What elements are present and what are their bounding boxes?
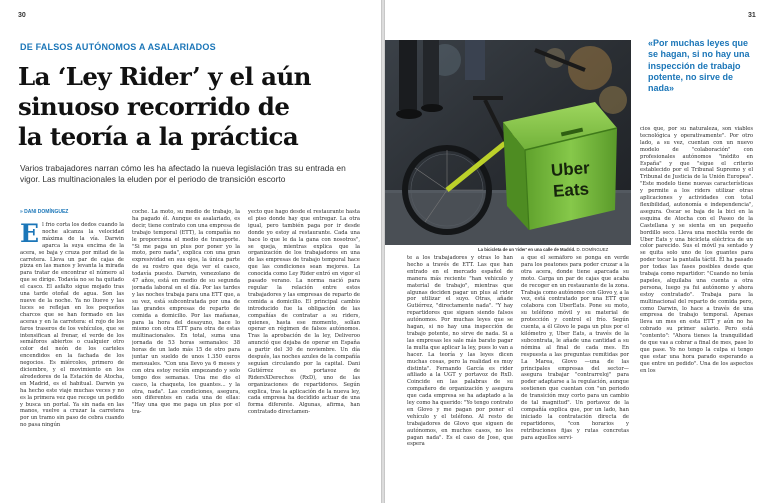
body-column-3: [248, 209, 360, 500]
body-text: cios que, por su naturaleza, son viables tecnológica y operativamente". Por otro lado, a su vez, cuentan con un nuevo modelo de "colaboración" con profesionales autónomos "inédito en España" y que "sigue el criterio establecido por el Tribunal Supremo y el Tribunal de Justicia de la Unión Europea". "Este modelo tiene nuevas características y permite a los riders utilizar otras aplicaciones y actividades con total flexibilidad, autonomía e independencia", asegura. Óscar se baja de la bici en la esquina de Atocha con el Paseo de la Castellana y se sienta en un pequeño bordillo seco. Lleva una mochila verde de Uber Eats y una bicicleta eléctrica de un color parecido. Sus el móvil ya sentado y se quita solo uno de los guantes para poder tocar la pantalla táctil. Él ha pasado por todas las fases posibles desde que trabaja como repartidor: "Cuando no tenía papeles, alquilaba una cuenta a otra persona, luego ya fui autónomo y ahora estoy contratado". Trabaja para la multinacional del reparto de comida pero, como Darwin, lo hace a través de una empresa de trabajo temporal. Apenas lleva un mes en esta ETT y aún no ha cobrado su primer salario. Pero está "contento": "Ahora tienes la tranquilidad de que vas a cobrar a final de mes, pase lo que pase. Yo no tengo la culpa si tengo que estar una hora parado esperando a que entre un pedido". Una de los aspectos en los: [640, 126, 753, 374]
page-number-left: 30: [18, 12, 26, 19]
photo-illustration: [385, 40, 631, 245]
bag-brand-line-1: Uber: [550, 158, 591, 180]
section-tag: DE FALSOS AUTÓNOMOS A ASALARIADOS: [20, 42, 216, 52]
body-text: yecto que hago desde el restaurante hasta el piso donde hay que entregar. La otra igual, pero también paga por ir desde donde yo estoy al restaurante. Cada una hace lo que le da la gana con nosotros", se queja, mientras explica que la organización de los trabajadores en una de las empresas de trabajo temporal hace que las condiciones sean mejores. La conocida como Ley Rider entró en vigor el pasado verano. La norma nació para regular la relación entre estos trabajadores y las empresas de reparto de comida a domicilio. El principal cambio introducido fue la obligación de las compañías de contratar a su riders, quienes, hasta ese momento, solían operar en régimen de falsos autónomos. Tras la aprobación de la ley, Deliveroo anunció que dejaba de operar en España a partir del 30 de noviembre. Un día después, las noches azules de la compañía seguían circulando por la capital. Dani Gutiérrez es portavoz de RidersXDerechos (RxD), uno de las organizaciones de repartidores. Según explica, tras la aplicación de la nueva ley, cada empresa ha decidido actuar de una forma diferente. Algunas, afirma, han contratado directamen-: [248, 209, 360, 416]
article-photo: [385, 40, 631, 245]
pull-quote: «Por muchas leyes que se hagan, si no hay una inspección de trabajo potente, no sirve de nada»: [648, 38, 750, 94]
photo-caption: [478, 247, 608, 252]
bag-brand-line-2: Eats: [552, 179, 590, 201]
body-text: l frío corta los dedos cuando la noche alcanza la velocidad máxima de la vía. Darwin aparca la suya encima de la acera, se baja y cruza por mitad de la carretera. Lleva un par de cajas de pizza en las manos y levanta la mirada para tratar de encontrar el número al que se dirige. Todavía no se ha quitado el casco. El asfalto sigue mojado tras una tarde otoñal de agua. Son las nueve de la noche. Ya no llueve y las luces se reflejan en los pequeños charcos que se han formado en las aceras y en la carretera: el rojo de los faros traseros de los vehículos, que se intensifican al frenar, el verde de los semáforos abiertos o cualquier otro color del neón de los carteles encendidos en la fachada de los negocios. Es miércoles, primero de diciembre, y el movimiento en los alrededores de la Estación de Atocha, en Madrid, es el habitual. Darwin ya ha hecho este viaje muchas veces y no es la primera vez que recoge un pedido y busca un portal. Ya sin nada en las manos, vuelve a cruzar la carretera por un tramo sin paso de cebra cuando no pasa ningún: [20, 222, 124, 429]
drop-cap: E: [20, 222, 40, 248]
headline-line: la teoría a la práctica: [18, 122, 299, 151]
body-column-5: [521, 255, 629, 502]
right-page: [385, 0, 766, 503]
caption-text: La bicicleta de un 'rider' en una calle de Madrid.: [478, 247, 576, 252]
body-column-2: [132, 209, 240, 500]
headline-line: sinuoso recorrido de: [18, 92, 290, 121]
photo-credit: D. DOMÍNGUEZ: [576, 247, 609, 252]
body-column-4: [407, 255, 513, 502]
body-text: coche. La moto, su medio de trabajo, la ha pagado él. Aunque es asalariado, es decir, tiene contrato con una empresa de trabajo temporal (ETT), la compañía no le proporciona el medio de transporte. "Si me paga un plus por poner yo la moto, pero nada", explica con una gran expresividad en sus ojos, la única parte de su rostro que deja ver el casco, todavía puesto. Darwin, venezolano de 47 años, está en medio de su segunda jornada laboral en el día. Por las tardes y las noches trabaja para una ETT que, a su vez, está subcontratada por una de las grandes empresas de reparto de comida a domicilio. Por las mañanas, para la hora del desayuno, hace lo mismo con otra ETT para otra de estas multinacionales. En total, suma una jornada de 53 horas semanales: 38 horas de un lado más 15 de otro para juntar un sueldo de unos 1.350 euros mensuales. "Con una llevo ya 6 meses y con otra estoy recién empezando y solo tengo dos semanas. Una me dio el casco, la chaqueta, los guantes... y la otra, nada". Las condiciones, asegura, son diferentes en cada una de ellas: "Hay una que me paga un plus por el tra-: [132, 209, 240, 416]
body-column-1: [20, 222, 124, 500]
body-text: a que el semáforo se ponga en verde para los peatones para poder cruzar a la otra acera, donde tiene aparcada su moto. Carga un par de cajas que acaba de recoger en un restaurante de la zona. Trabaja como autónomo con Glovo y, a la vez, está contratado por una ETT que colabora con UberEats. Pone su moto, su teléfono móvil y su material de protección y control el frío. Según cuenta, a él Glovo le paga un plus por el kilómetro y, Uber Eats, a través de la subcontrata, le añade una cantidad a su nómina al final de cada mes. En respuesta a las preguntas remitidas por La Marea, Glovo —una de las principales empresas del sector— asegura trabajar "contrarreloj" para poder adaptarse a la regulación, aunque sostienen que cuentan con "un periodo de transición muy corto para un cambio de tal magnitud". Un portavoz de la compañía explica que, por un lado, han iniciado la contratación directa de repartidores, "con horarios y retribuciones fijas y rutas concretas para aquellos servi-: [521, 255, 629, 441]
body-text: te a los trabajadores y otras lo han hecho a través de ETT. Las que han entrado en el mercado español de manera más reciente "han vehiculo y material de trabajo", mientras que algunas deciden pagar un plus al rider por utilizar el suyo. Otras, añade Gutiérrez, "directamente nada". "Y hay repartidores que siguen siendo falsos autónomos. Por muchas leyes que se hagan, si no hay una inspección de trabajo potente, no sirve de nada. Si a las empresas les sale más barato pagar la multa que aplicar la ley, pues lo van a hacer. La teoría y las leyes dicen muchas cosas, pero la realidad es muy distinta". Fernando García es rider afiliado a la UGT y portavoz de RxD. Coincide en las palabras de su compañero de organización y asegura que cada empresa se ha adaptado a la ley como ha querido: "Yo tengo contrato en Glovo y me pagan por poner el vehículo y el teléfono. Al resto de trabajadores de Glovo que siguen de autónomos, en muchos casos, no les pagan nada". Es el caso de Jose, que espera: [407, 255, 513, 448]
article-deck: Varios trabajadores narran cómo les ha afectado la nueva legislación tras su entrada en vigor. Las multinacionales la eluden por el periodo de transición escorto: [20, 163, 346, 184]
page-number-right: 31: [748, 12, 756, 19]
byline: » DANI DOMÍNGUEZ: [20, 209, 69, 215]
headline: [18, 62, 368, 152]
left-page: [0, 0, 381, 503]
body-column-6: [640, 126, 753, 502]
headline-line: La ‘Ley Rider’ y el aún: [18, 62, 311, 91]
